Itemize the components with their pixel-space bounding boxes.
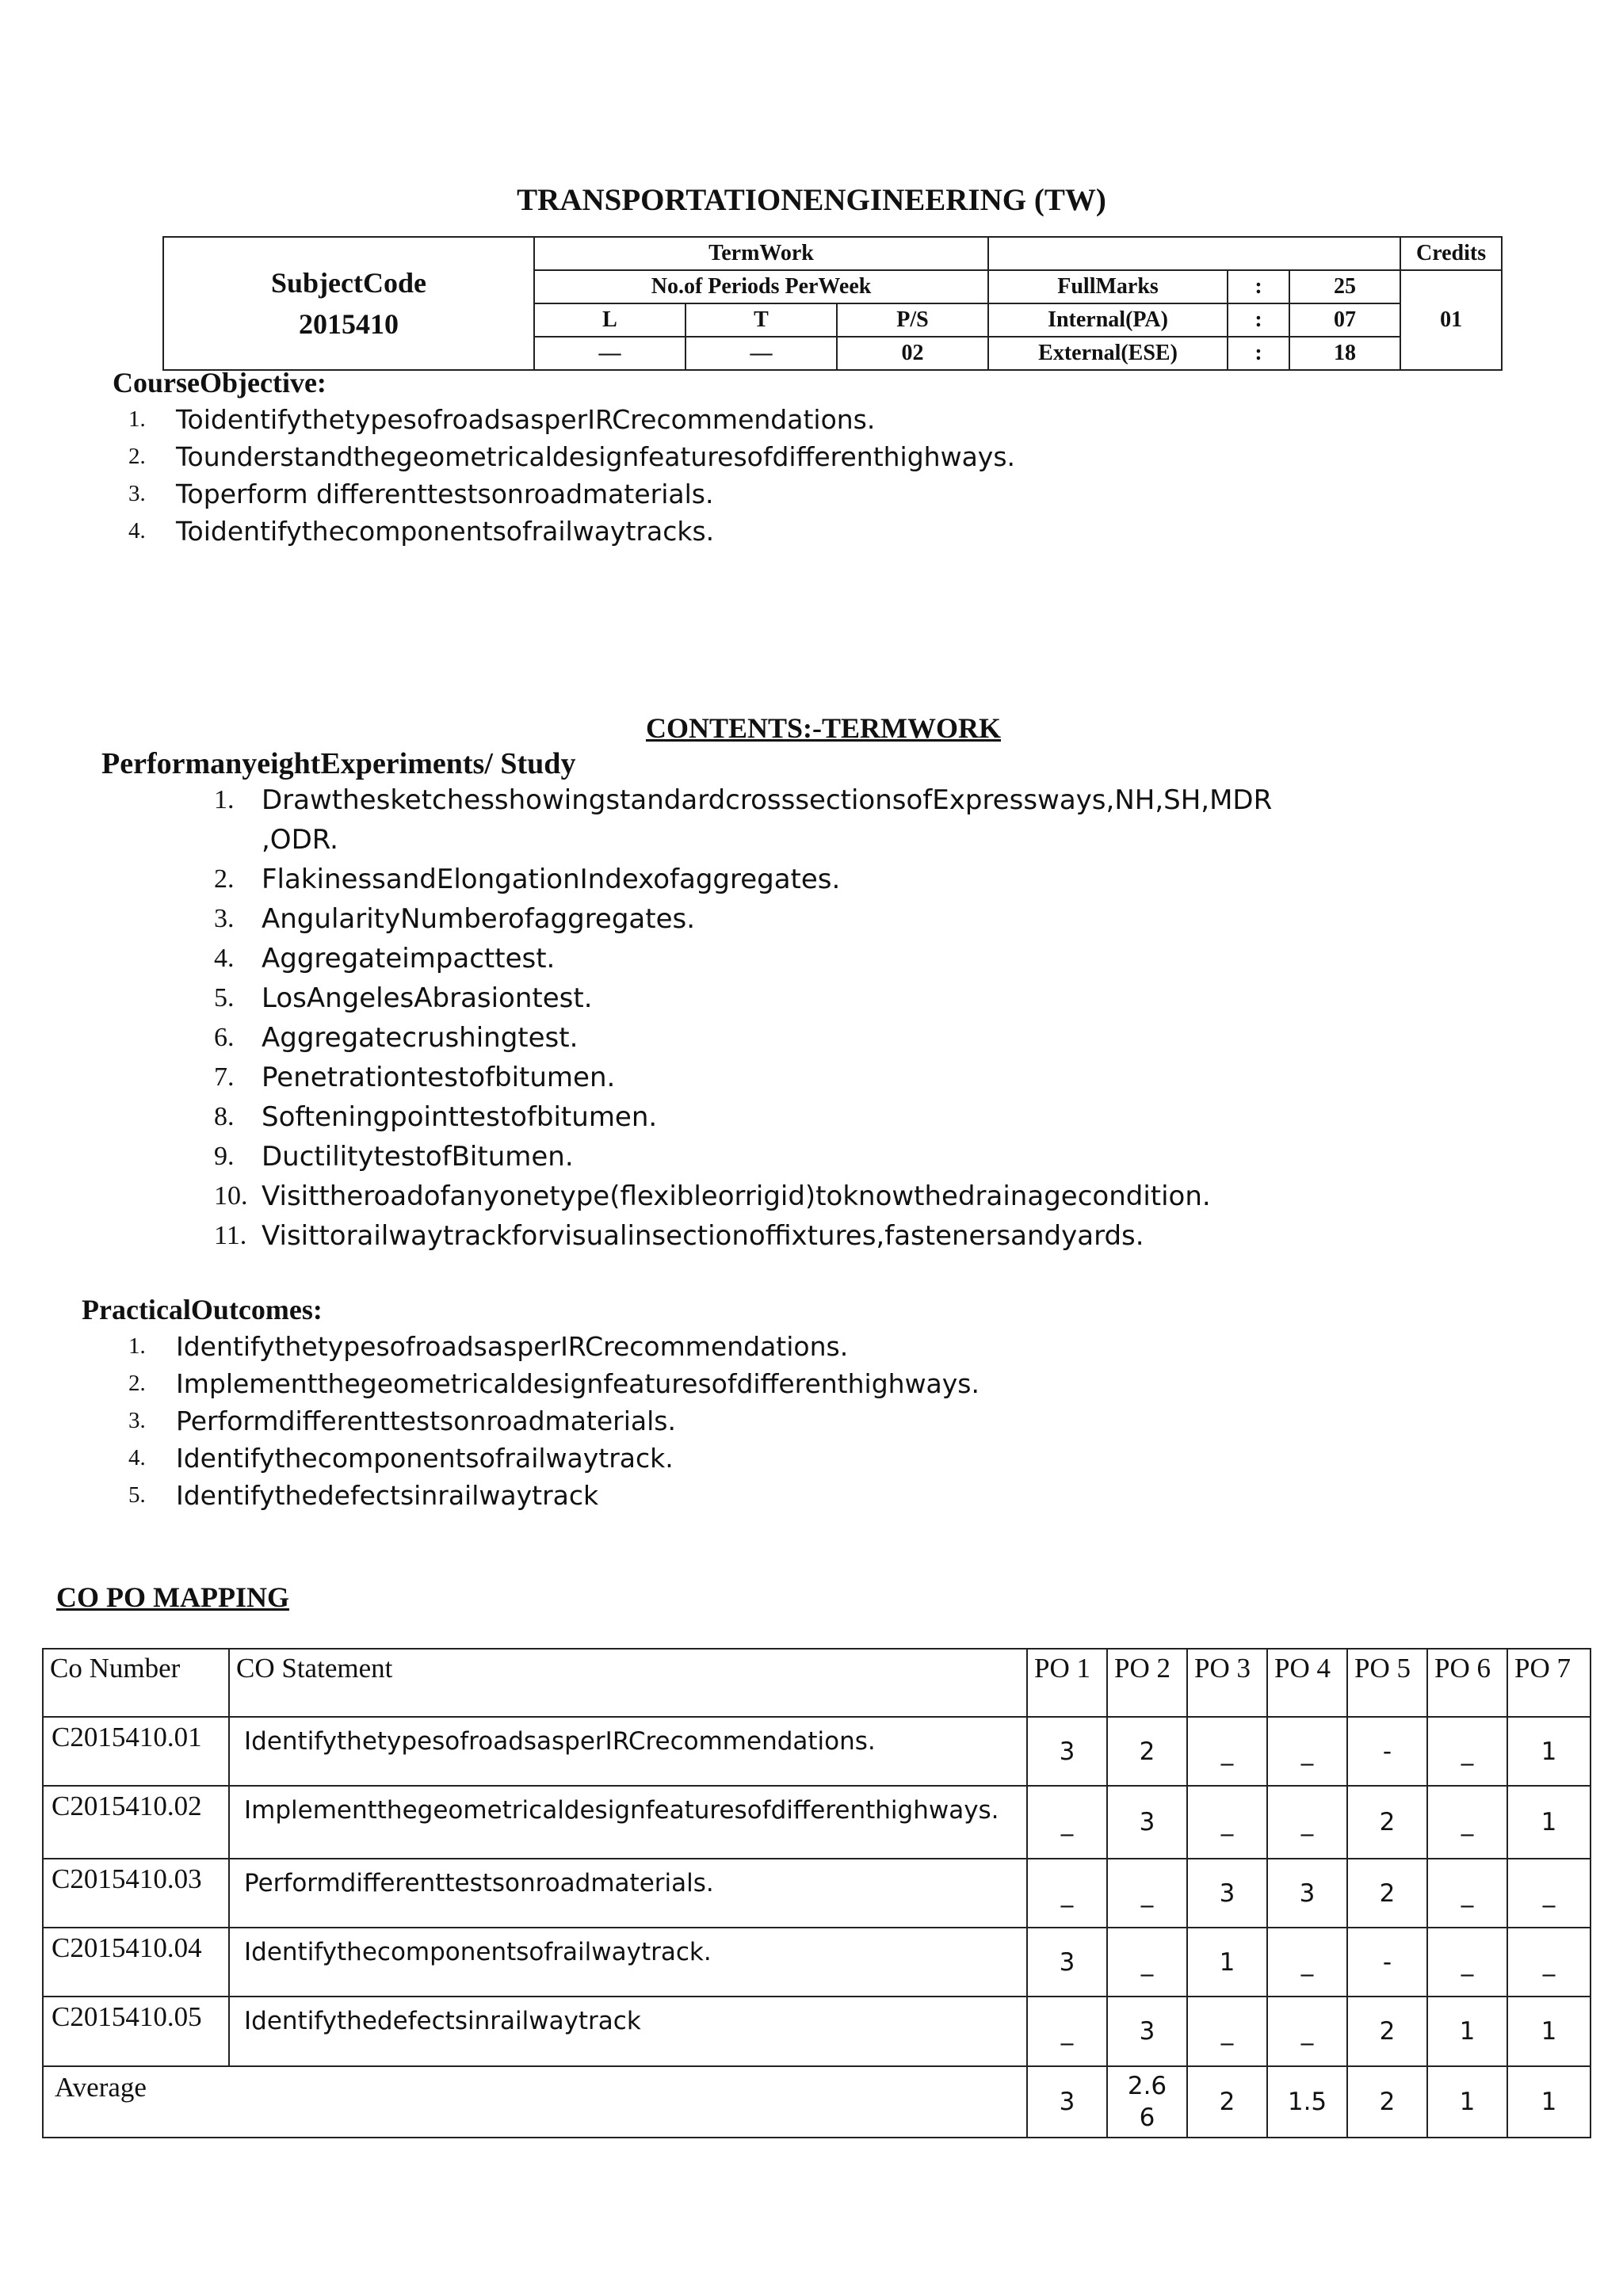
po-value: 3: [1187, 1859, 1267, 1928]
co-statement: Performdifferenttestsonroadmaterials.: [229, 1859, 1027, 1928]
po-value: _: [1107, 1859, 1187, 1928]
po-value: 3: [1267, 1859, 1347, 1928]
item-number: 5.: [214, 983, 235, 1013]
item-text: Aggregatecrushingtest.: [262, 1022, 579, 1054]
item-number: 2.: [128, 444, 146, 469]
table-row: [43, 1717, 1591, 1786]
val-l: —: [534, 337, 685, 370]
item-text: Performdifferenttestsonroadmaterials.: [176, 1405, 676, 1436]
item-number: 1.: [128, 1333, 146, 1359]
item-number: 3.: [214, 904, 235, 933]
full-marks-label: FullMarks: [988, 270, 1228, 303]
item-text: Identifythecomponentsofrailwaytrack.: [176, 1443, 674, 1474]
po-value: 2: [1347, 1859, 1427, 1928]
list-item: [128, 1440, 980, 1477]
table-row: [43, 1786, 1591, 1859]
po-value: _: [1267, 1928, 1347, 1997]
credits-label: Credits: [1400, 237, 1502, 270]
col-t: T: [685, 303, 837, 337]
item-number: 10.: [214, 1181, 248, 1211]
po-value: 2: [1107, 1717, 1187, 1786]
item-text: Visittheroadofanyonetype(flexibleorrigid)toknowthedrainagecondition.: [262, 1180, 1211, 1212]
average-row: [43, 2066, 1591, 2138]
po-value: _: [1267, 1997, 1347, 2066]
average-value: 1: [1507, 2066, 1591, 2138]
po-value: 1: [1507, 1717, 1591, 1786]
item-number: 3.: [128, 1408, 146, 1433]
po-value: _: [1187, 1786, 1267, 1859]
blank-cell: [988, 237, 1400, 270]
item-number: 5.: [128, 1482, 146, 1508]
list-item: [214, 899, 1197, 939]
co-statement: Implementthegeometricaldesignfeaturesofdifferenthighways.: [229, 1786, 1027, 1859]
co-number: C2015410.04: [43, 1928, 229, 1997]
po-value: 2: [1347, 1786, 1427, 1859]
colon: :: [1228, 270, 1289, 303]
po-value: _: [1027, 1786, 1107, 1859]
po-value: _: [1027, 1997, 1107, 2066]
po-value: 1: [1427, 1997, 1507, 2066]
po-value: _: [1427, 1786, 1507, 1859]
co-number: C2015410.03: [43, 1859, 229, 1928]
list-item: [214, 1058, 1197, 1097]
co-number: C2015410.02: [43, 1786, 229, 1859]
item-text: LosAngelesAbrasiontest.: [262, 982, 593, 1014]
average-value: 3: [1027, 2066, 1107, 2138]
list-item: [214, 1177, 1211, 1216]
item-text: Tounderstandthegeometricaldesignfeaturesofdifferenthighways.: [176, 441, 1015, 472]
po-value: 1: [1507, 1786, 1591, 1859]
co-statement: Identifythedefectsinrailwaytrack: [229, 1997, 1027, 2066]
item-text: AngularityNumberofaggregates.: [262, 903, 696, 935]
co-statement: Identifythecomponentsofrailwaytrack.: [229, 1928, 1027, 1997]
po-value: 3: [1107, 1786, 1187, 1859]
item-number: 4.: [128, 518, 146, 543]
header-cell: PO 7: [1507, 1649, 1591, 1717]
list-item: [214, 860, 1197, 899]
po-value: 3: [1107, 1997, 1187, 2066]
header-cell: PO 1: [1027, 1649, 1107, 1717]
item-text: IdentifythetypesofroadsasperIRCrecommendations.: [176, 1331, 849, 1362]
po-value: _: [1267, 1717, 1347, 1786]
po-value: 3: [1027, 1928, 1107, 1997]
item-number: 2.: [214, 864, 235, 894]
item-text: Aggregateimpacttest.: [262, 943, 556, 974]
po-value: -: [1347, 1928, 1427, 1997]
po-value: 1: [1187, 1928, 1267, 1997]
practical-outcomes-heading: PracticalOutcomes:: [82, 1294, 323, 1325]
co-number: C2015410.01: [43, 1717, 229, 1786]
periods-label: No.of Periods PerWeek: [534, 270, 988, 303]
list-item: [214, 939, 1197, 978]
average-value: 2: [1187, 2066, 1267, 2138]
external-label: External(ESE): [988, 337, 1228, 370]
po-value: _: [1187, 1717, 1267, 1786]
val-ps: 02: [837, 337, 988, 370]
item-number: 4.: [128, 1445, 146, 1470]
credits-value: 01: [1400, 270, 1502, 370]
table-row: [43, 1997, 1591, 2066]
item-number: 2.: [128, 1371, 146, 1396]
po-value: 3: [1027, 1717, 1107, 1786]
list-item: [214, 1018, 1197, 1058]
experiments-list: [214, 780, 1273, 1256]
contents-heading: CONTENTS:-TERMWORK: [645, 712, 1002, 744]
item-text: FlakinessandElongationIndexofaggregates.: [262, 864, 841, 895]
table-row: [43, 1928, 1591, 1997]
term-work-label: TermWork: [534, 237, 988, 270]
header-cell: PO 5: [1347, 1649, 1427, 1717]
list-item: [128, 401, 1015, 438]
col-l: L: [534, 303, 685, 337]
co-po-mapping-heading: CO PO MAPPING: [56, 1581, 289, 1613]
list-item: [128, 513, 1015, 550]
list-item: [128, 1328, 980, 1365]
subject-code-label: SubjectCode: [271, 267, 426, 299]
colon: :: [1228, 303, 1289, 337]
subject-code-cell: [163, 237, 534, 370]
item-text: Softeningpointtestofbitumen.: [262, 1101, 658, 1133]
header-cell: PO 4: [1267, 1649, 1347, 1717]
list-item: [128, 475, 1015, 513]
po-value: _: [1187, 1997, 1267, 2066]
item-text: Penetrationtestofbitumen.: [262, 1062, 616, 1093]
list-item: [214, 1216, 1197, 1256]
course-objective-heading: CourseObjective:: [113, 367, 327, 399]
col-ps: P/S: [837, 303, 988, 337]
po-value: _: [1027, 1859, 1107, 1928]
header-cell: PO 6: [1427, 1649, 1507, 1717]
item-text: Visittorailwaytrackforvisualinsectionoffixtures,fastenersandyards.: [262, 1220, 1144, 1252]
header-cell: Co Number: [43, 1649, 229, 1717]
item-text: Toperform differenttestsonroadmaterials.: [176, 479, 714, 509]
po-value: _: [1427, 1859, 1507, 1928]
table-row: [43, 1859, 1591, 1928]
table-header-row: [43, 1649, 1591, 1717]
item-number: 11.: [214, 1221, 247, 1250]
full-marks-value: 25: [1289, 270, 1400, 303]
document-title: TRANSPORTATIONENGINEERING (TW): [517, 183, 1106, 217]
co-po-mapping-table: [42, 1648, 1591, 2138]
average-value: 2: [1347, 2066, 1427, 2138]
internal-label: Internal(PA): [988, 303, 1228, 337]
list-item: [128, 1402, 980, 1440]
item-number: 1.: [128, 406, 146, 432]
item-text: Identifythedefectsinrailwaytrack: [176, 1480, 599, 1511]
item-number: 6.: [214, 1023, 235, 1052]
item-text: DrawthesketchesshowingstandardcrosssectionsofExpressways,NH,SH,MDR ,ODR.: [262, 784, 1273, 856]
item-number: 9.: [214, 1142, 235, 1171]
po-value: _: [1427, 1717, 1507, 1786]
average-value: 2.66: [1107, 2066, 1187, 2138]
item-number: 1.: [214, 785, 235, 814]
po-value: 1: [1507, 1997, 1591, 2066]
subject-info-table: [162, 236, 1503, 371]
item-number: 7.: [214, 1062, 235, 1092]
list-item: [214, 978, 1197, 1018]
co-statement: IdentifythetypesofroadsasperIRCrecommendations.: [229, 1717, 1027, 1786]
external-value: 18: [1289, 337, 1400, 370]
internal-value: 07: [1289, 303, 1400, 337]
subject-code-value: 2015410: [299, 308, 399, 340]
list-item: [214, 1097, 1197, 1137]
co-number: C2015410.05: [43, 1997, 229, 2066]
colon: :: [1228, 337, 1289, 370]
po-value: -: [1347, 1717, 1427, 1786]
header-cell: PO 3: [1187, 1649, 1267, 1717]
average-value: 1.5: [1267, 2066, 1347, 2138]
item-number: 4.: [214, 944, 235, 973]
item-text: DuctilitytestofBitumen.: [262, 1141, 574, 1173]
item-number: 8.: [214, 1102, 235, 1131]
header-cell: PO 2: [1107, 1649, 1187, 1717]
header-cell: CO Statement: [229, 1649, 1027, 1717]
po-value: _: [1507, 1928, 1591, 1997]
list-item: [214, 1137, 1197, 1177]
practical-outcomes-list: [128, 1328, 980, 1514]
item-text: Toidentifythecomponentsofrailwaytracks.: [176, 516, 715, 547]
po-value: _: [1427, 1928, 1507, 1997]
average-value: 1: [1427, 2066, 1507, 2138]
item-text: ToidentifythetypesofroadsasperIRCrecommendations.: [176, 404, 876, 435]
list-item: [128, 438, 1015, 475]
list-item: [128, 1365, 980, 1402]
val-t: —: [685, 337, 837, 370]
po-value: _: [1107, 1928, 1187, 1997]
item-text: Implementthegeometricaldesignfeaturesofdifferenthighways.: [176, 1368, 980, 1399]
po-value: 2: [1347, 1997, 1427, 2066]
item-number: 3.: [128, 481, 146, 506]
average-label: Average: [43, 2066, 1027, 2138]
list-item: [128, 1477, 980, 1514]
contents-subheading: PerformanyeightExperiments/ Study: [101, 747, 576, 780]
po-value: _: [1267, 1786, 1347, 1859]
po-value: _: [1507, 1859, 1591, 1928]
course-objective-list: [128, 401, 1015, 550]
list-item: [214, 780, 1273, 860]
